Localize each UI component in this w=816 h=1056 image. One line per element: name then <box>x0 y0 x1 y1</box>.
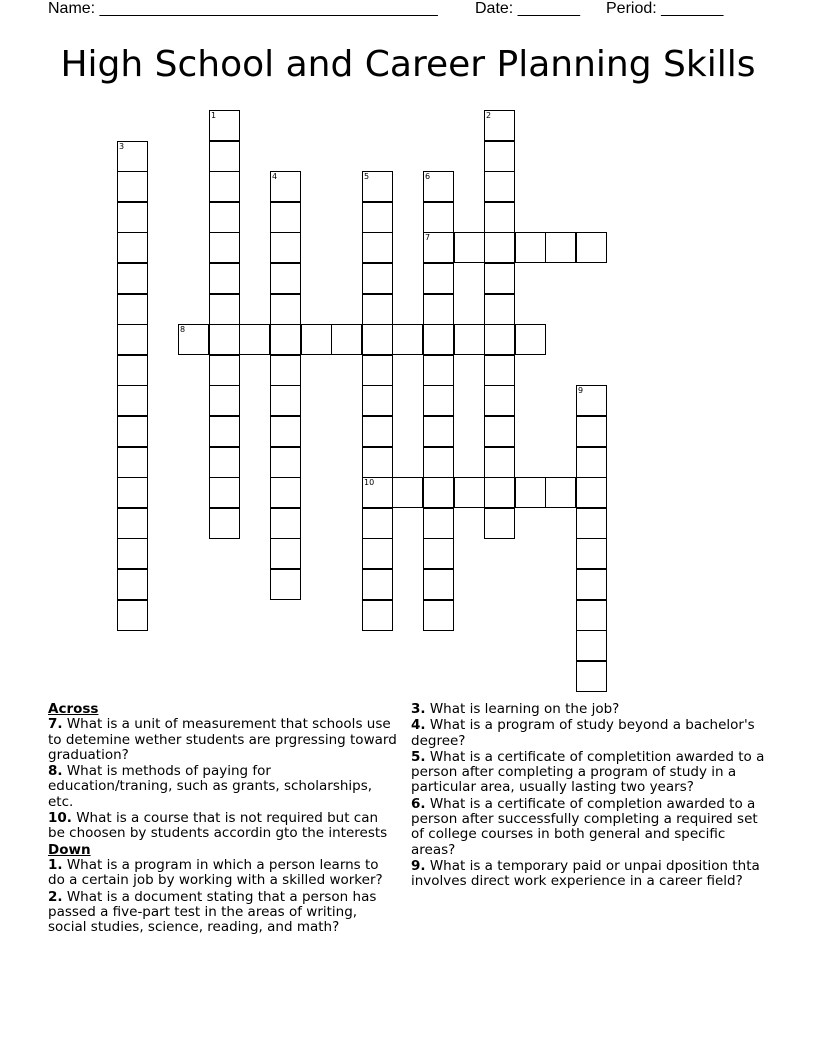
crossword-cell[interactable] <box>423 508 454 539</box>
clue-item <box>411 750 771 796</box>
crossword-cell[interactable] <box>515 477 546 508</box>
page-title: High School and Career Planning Skills <box>60 44 756 85</box>
clue-item <box>48 811 398 842</box>
crossword-cell[interactable] <box>423 324 454 355</box>
crossword-cell[interactable] <box>423 600 454 631</box>
crossword-cell[interactable] <box>117 477 148 508</box>
crossword-cell[interactable] <box>117 600 148 631</box>
crossword-cell[interactable] <box>423 385 454 416</box>
crossword-cell[interactable] <box>209 202 240 233</box>
crossword-cell[interactable] <box>270 263 301 294</box>
crossword-cell[interactable] <box>576 416 607 447</box>
crossword-cell[interactable] <box>484 416 515 447</box>
crossword-cell[interactable] <box>301 324 332 355</box>
crossword-cell[interactable] <box>209 447 240 478</box>
across-clue-list <box>48 717 398 841</box>
clue-item <box>411 718 771 749</box>
crossword-cell[interactable] <box>331 324 362 355</box>
crossword-cell[interactable] <box>515 324 546 355</box>
clue-number: 5 <box>364 172 370 181</box>
crossword-cell[interactable] <box>117 508 148 539</box>
crossword-cell[interactable] <box>362 600 393 631</box>
crossword-cell[interactable] <box>117 569 148 600</box>
crossword-cell[interactable] <box>423 538 454 569</box>
period-field[interactable]: Period: _______ <box>606 0 724 17</box>
crossword-cell[interactable] <box>270 538 301 569</box>
clue-item <box>48 890 398 936</box>
clue-item-number: 4. <box>411 717 426 734</box>
crossword-cell[interactable] <box>484 477 515 508</box>
crossword-cell[interactable] <box>270 416 301 447</box>
crossword-cell[interactable] <box>362 263 393 294</box>
crossword-cell[interactable] <box>362 416 393 447</box>
clue-item-number: 3. <box>411 701 426 717</box>
crossword-cell[interactable] <box>484 508 515 539</box>
crossword-cell[interactable] <box>270 569 301 600</box>
clue-item <box>411 797 771 858</box>
clue-item-text: What is a program of study beyond a bachelor's degree? <box>411 717 755 749</box>
crossword-cell[interactable] <box>423 202 454 233</box>
crossword-cell[interactable] <box>576 600 607 631</box>
crossword-cell[interactable] <box>209 355 240 386</box>
crossword-cell[interactable] <box>117 263 148 294</box>
crossword-cell[interactable] <box>362 294 393 325</box>
crossword-cell[interactable] <box>270 355 301 386</box>
crossword-cell[interactable] <box>576 538 607 569</box>
date-field[interactable]: Date: _______ <box>475 0 580 17</box>
clue-number: 4 <box>272 172 278 181</box>
crossword-cell[interactable] <box>576 232 607 263</box>
crossword-cell[interactable] <box>484 171 515 202</box>
crossword-cell[interactable] <box>392 477 423 508</box>
crossword-cell[interactable] <box>423 569 454 600</box>
crossword-cell[interactable] <box>484 447 515 478</box>
crossword-cell[interactable] <box>362 385 393 416</box>
clues-left-column <box>48 702 398 936</box>
crossword-cell[interactable] <box>178 324 209 355</box>
crossword-cell[interactable] <box>270 324 301 355</box>
crossword-cell[interactable] <box>209 385 240 416</box>
crossword-cell[interactable] <box>270 447 301 478</box>
clue-item <box>48 858 398 889</box>
crossword-cell[interactable] <box>362 232 393 263</box>
crossword-cell[interactable] <box>484 294 515 325</box>
clue-item-text: What is a course that is not required but can be choosen by students accordin gto the interests <box>48 810 388 842</box>
clue-item <box>411 702 771 717</box>
clue-number: 9 <box>578 386 584 395</box>
across-heading: Across <box>48 701 99 717</box>
down-clue-list-continued <box>411 702 771 890</box>
clue-item-text: What is methods of paying for education/traning, such as grants, scholarships, etc. <box>48 763 373 810</box>
clue-number: 7 <box>425 233 431 242</box>
name-field[interactable]: Name: ______________________________________ <box>48 0 438 17</box>
crossword-cell[interactable] <box>362 324 393 355</box>
crossword-cell[interactable] <box>484 355 515 386</box>
student-info-header <box>48 0 748 24</box>
crossword-cell[interactable] <box>576 385 607 416</box>
crossword-cell[interactable] <box>117 324 148 355</box>
clue-item-number: 5. <box>411 748 426 765</box>
crossword-cell[interactable] <box>423 232 454 263</box>
crossword-cell[interactable] <box>484 385 515 416</box>
clue-item-number: 6. <box>411 795 426 812</box>
crossword-cell[interactable] <box>362 569 393 600</box>
crossword-cell[interactable] <box>362 508 393 539</box>
crossword-cell[interactable] <box>423 355 454 386</box>
clue-item-text: What is a certificate of completition awarded to a person after completing a program of study in a particular area, usually lasting two years? <box>411 748 765 796</box>
crossword-cell[interactable] <box>209 324 240 355</box>
crossword-cell[interactable] <box>423 416 454 447</box>
crossword-cell[interactable] <box>209 416 240 447</box>
clue-item-text: What is learning on the job? <box>425 701 620 717</box>
clue-number: 3 <box>119 142 125 151</box>
crossword-cell[interactable] <box>117 355 148 386</box>
clue-item-number: 2. <box>48 888 63 905</box>
crossword-cell[interactable] <box>484 110 515 141</box>
crossword-cell[interactable] <box>270 477 301 508</box>
crossword-cell[interactable] <box>239 324 270 355</box>
clue-item-text: What is a certificate of completion awarded to a person after successfully completing a required set of college courses in both general and specific areas? <box>411 795 758 858</box>
crossword-cell[interactable] <box>484 263 515 294</box>
crossword-cell[interactable] <box>209 141 240 172</box>
clue-item-number: 10. <box>48 810 72 827</box>
crossword-cell[interactable] <box>545 477 576 508</box>
crossword-cell[interactable] <box>209 477 240 508</box>
clue-item-text: What is a document stating that a person has passed a five-part test in the areas of writing, social studies, science, reading, and math? <box>48 888 377 936</box>
crossword-cell[interactable] <box>270 385 301 416</box>
crossword-cell[interactable] <box>117 171 148 202</box>
crossword-cell[interactable] <box>362 202 393 233</box>
clue-number: 6 <box>425 172 431 181</box>
clue-item <box>411 859 771 890</box>
crossword-cell[interactable] <box>209 294 240 325</box>
crossword-cell[interactable] <box>362 171 393 202</box>
crossword-cell[interactable] <box>362 447 393 478</box>
clue-item <box>48 764 398 810</box>
crossword-cell[interactable] <box>362 355 393 386</box>
crossword-cell[interactable] <box>209 171 240 202</box>
crossword-cell[interactable] <box>117 141 148 172</box>
clue-item-text: What is a program in which a person learns to do a certain job by working with a skilled worker? <box>48 856 383 889</box>
crossword-cell[interactable] <box>362 538 393 569</box>
clue-number: 10 <box>364 478 375 487</box>
crossword-cell[interactable] <box>576 630 607 661</box>
crossword-cell[interactable] <box>362 477 393 508</box>
crossword-cell[interactable] <box>423 294 454 325</box>
crossword-cell[interactable] <box>209 508 240 539</box>
clue-item-number: 1. <box>48 856 63 873</box>
crossword-cell[interactable] <box>117 416 148 447</box>
crossword-cell[interactable] <box>423 263 454 294</box>
crossword-cell[interactable] <box>423 171 454 202</box>
crossword-cell[interactable] <box>117 538 148 569</box>
clue-number: 1 <box>211 111 217 120</box>
crossword-cell[interactable] <box>454 324 485 355</box>
crossword-cell[interactable] <box>209 232 240 263</box>
clue-item-text: What is a unit of measurement that schools use to detemine wether students are prgressing toward graduation? <box>48 716 397 763</box>
crossword-cell[interactable] <box>270 171 301 202</box>
crossword-cell[interactable] <box>484 202 515 233</box>
crossword-cell[interactable] <box>117 447 148 478</box>
crossword-cell[interactable] <box>117 202 148 233</box>
crossword-cell[interactable] <box>423 447 454 478</box>
crossword-cell[interactable] <box>576 447 607 478</box>
crossword-cell[interactable] <box>454 232 485 263</box>
crossword-cell[interactable] <box>117 232 148 263</box>
crossword-cell[interactable] <box>576 661 607 692</box>
crossword-cell[interactable] <box>117 294 148 325</box>
clue-number: 8 <box>180 325 186 334</box>
crossword-cell[interactable] <box>576 508 607 539</box>
crossword-cell[interactable] <box>484 141 515 172</box>
crossword-cell[interactable] <box>270 202 301 233</box>
clue-item-number: 7. <box>48 716 63 733</box>
down-clue-list <box>48 858 398 935</box>
crossword-cell[interactable] <box>392 324 423 355</box>
clue-item <box>48 717 398 763</box>
clue-item-number: 8. <box>48 763 63 780</box>
down-heading: Down <box>48 841 91 858</box>
clue-item-number: 9. <box>411 857 426 874</box>
crossword-cell[interactable] <box>545 232 576 263</box>
clue-number: 2 <box>486 111 492 120</box>
crossword-cell[interactable] <box>209 263 240 294</box>
crossword-cell[interactable] <box>117 385 148 416</box>
crossword-cell[interactable] <box>484 232 515 263</box>
crossword-cell[interactable] <box>270 294 301 325</box>
crossword-cell[interactable] <box>576 477 607 508</box>
crossword-cell[interactable] <box>270 232 301 263</box>
crossword-cell[interactable] <box>515 232 546 263</box>
crossword-cell[interactable] <box>484 324 515 355</box>
crossword-cell[interactable] <box>209 110 240 141</box>
clue-item-text: What is a temporary paid or unpai dposition thta involves direct work experience in a career field? <box>411 857 760 890</box>
crossword-cell[interactable] <box>270 508 301 539</box>
clues-right-column <box>411 702 771 891</box>
crossword-cell[interactable] <box>454 477 485 508</box>
crossword-cell[interactable] <box>423 477 454 508</box>
crossword-cell[interactable] <box>576 569 607 600</box>
